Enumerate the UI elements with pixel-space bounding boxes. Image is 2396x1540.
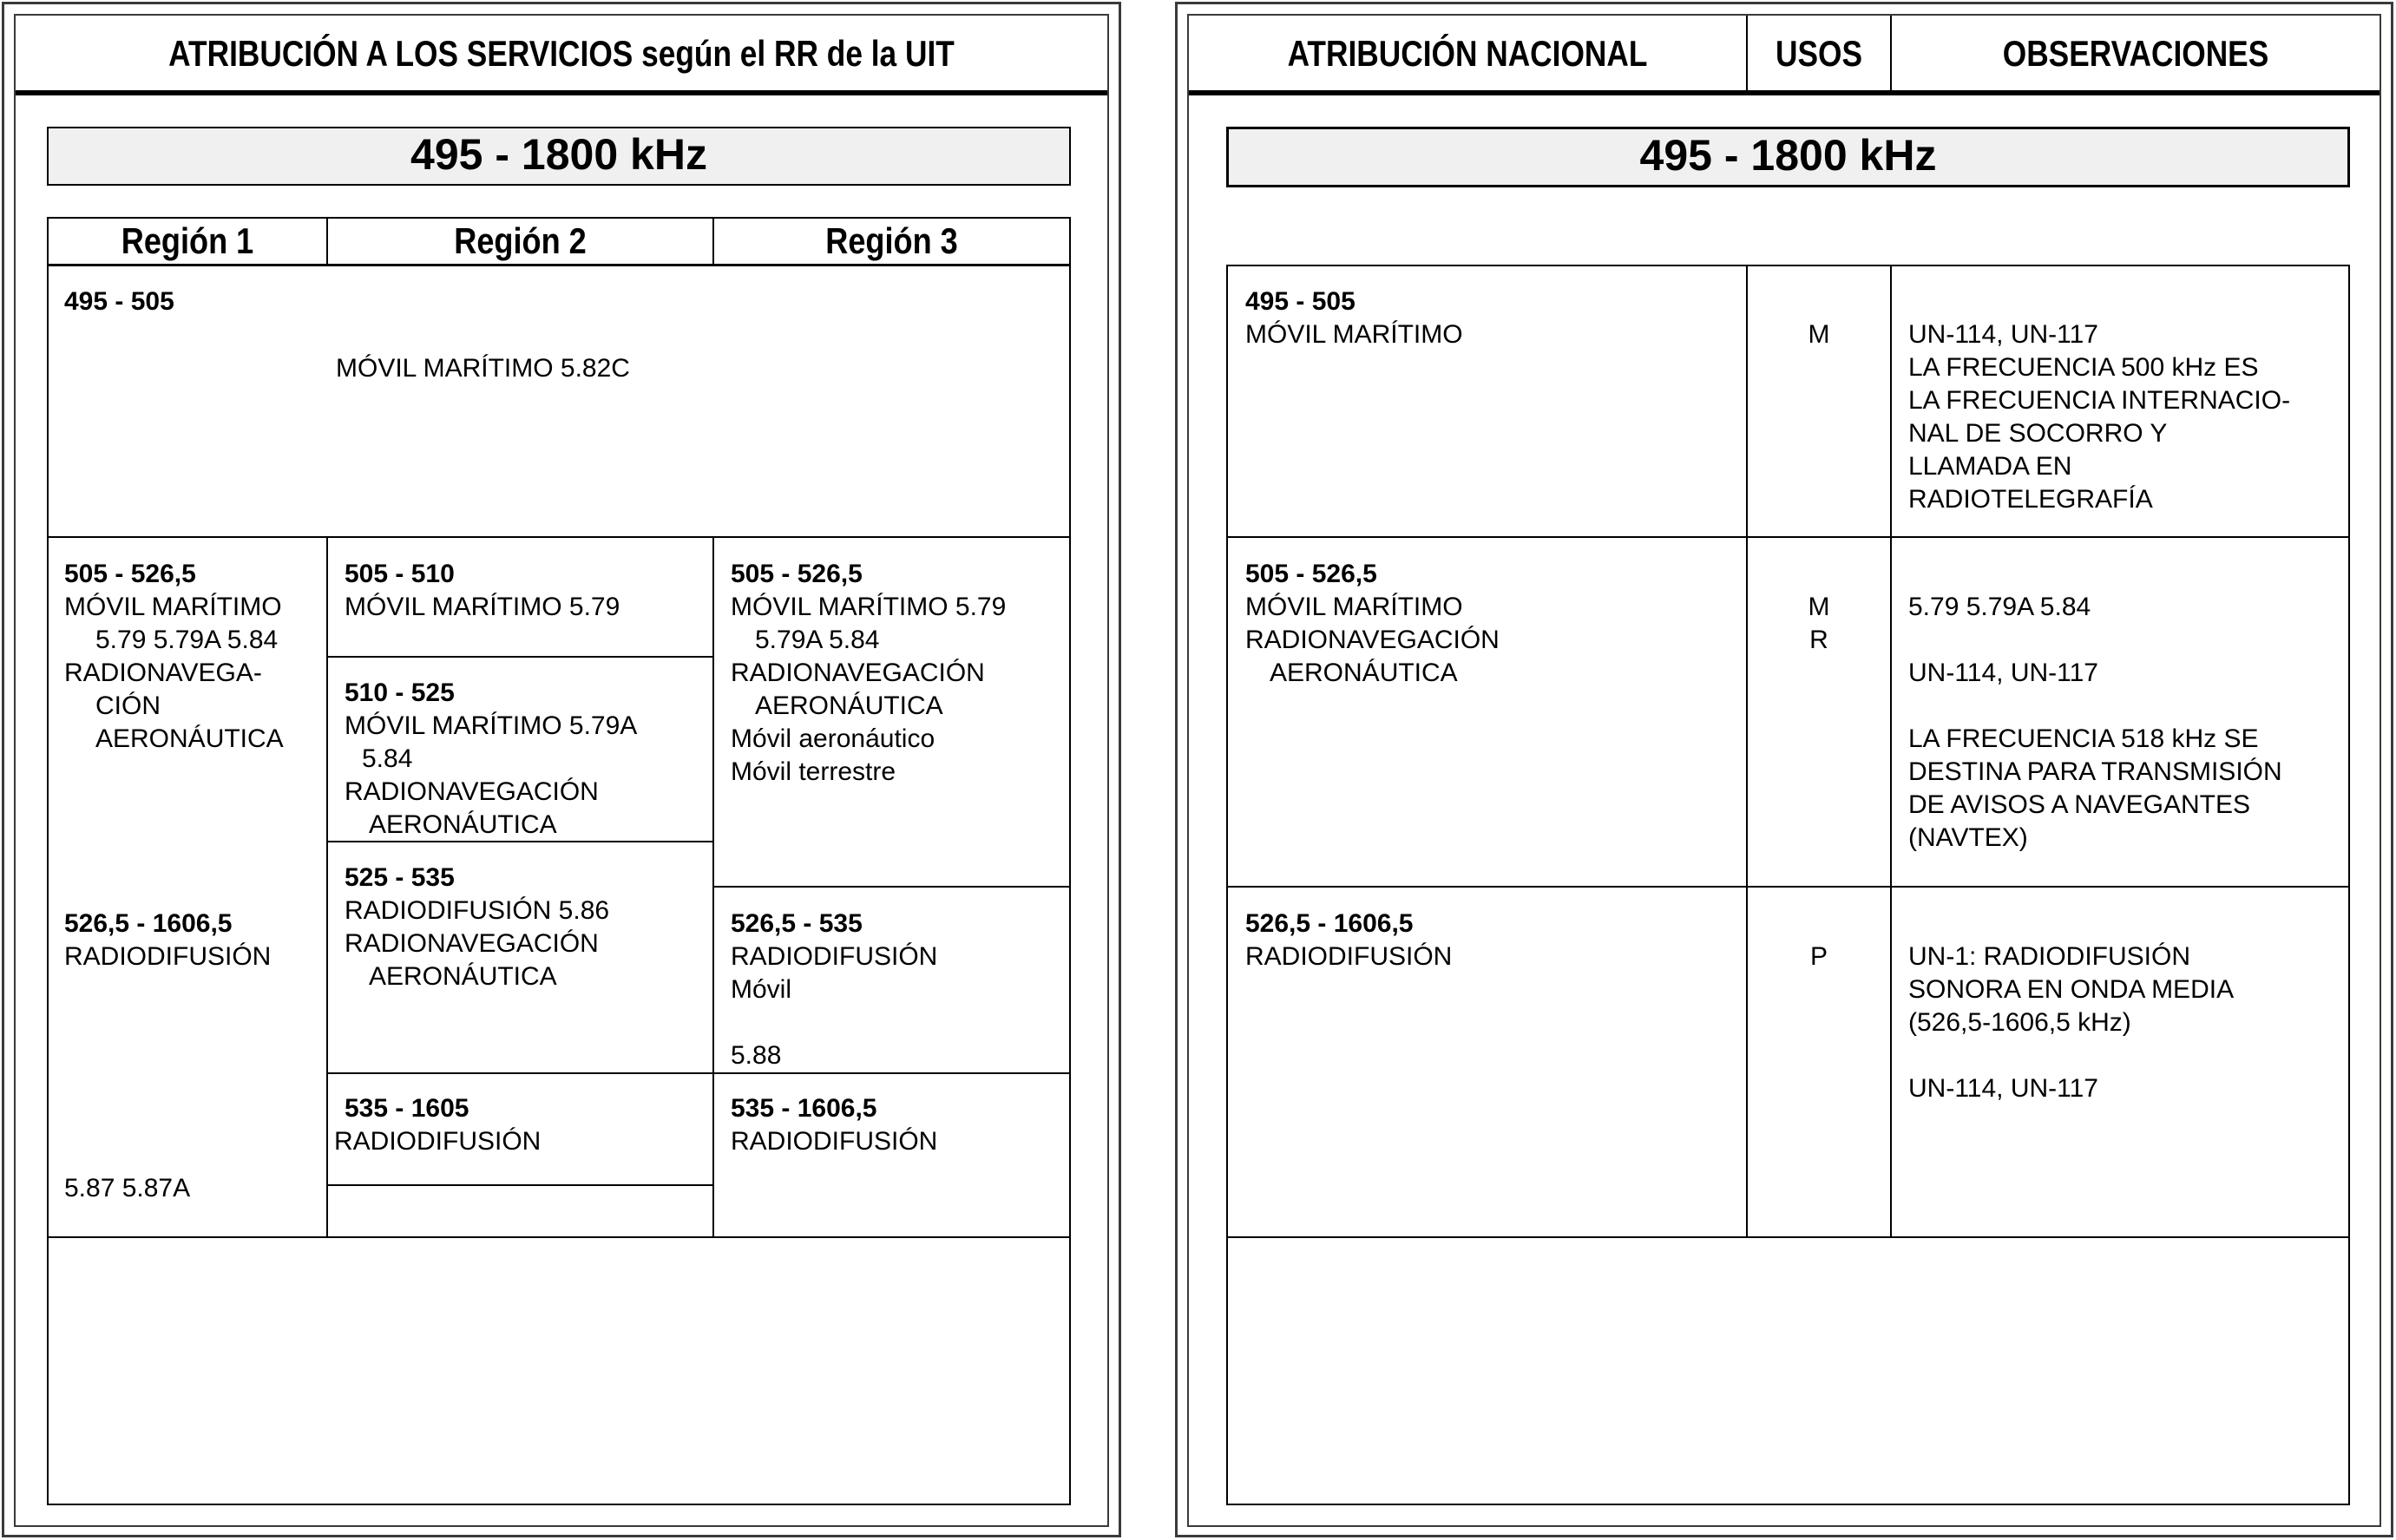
usos-495-505: M <box>1808 320 1830 349</box>
left-header <box>16 28 1107 80</box>
left-header-rule <box>16 90 1107 95</box>
region-3-cell-535-1606: 535 - 1606,5 RADIODIFUSIÓN <box>731 1094 938 1156</box>
usos-505-526: M R <box>1808 593 1830 654</box>
region-3-header: Región 3 <box>825 220 958 261</box>
region-2-cell-525-535: 525 - 535 RADIODIFUSIÓN 5.86 RADIONAVEGACIÓN AERONÁUTICA <box>345 863 610 991</box>
region-3-cell-526-535: 526,5 - 535 RADIODIFUSIÓN Móvil <box>731 909 938 1004</box>
observaciones-526-1606: UN-1: RADIODIFUSIÓN SONORA EN ONDA MEDIA (526,5-1606,5 kHz) UN-114, UN-117 <box>1908 942 2235 1103</box>
header-observaciones: OBSERVACIONES <box>2002 33 2269 74</box>
header-usos: USOS <box>1776 33 1862 74</box>
national-row-505-526: 505 - 526,5 MÓVIL MARÍTIMO RADIONAVEGACIÓN AERONÁUTICA <box>1245 560 1500 687</box>
region-2-cell-505-510: 505 - 510 MÓVIL MARÍTIMO 5.79 <box>345 560 620 621</box>
observaciones-495-505: UN-114, UN-117 LA FRECUENCIA 500 kHz ES LA FRECUENCIA INTERNACIO- NAL DE SOCORRO Y LLAMADA EN RADIOTELEGRAFÍA <box>1908 320 2291 514</box>
region-2-header: Región 2 <box>454 220 587 261</box>
left-header-title: ATRIBUCIÓN A LOS SERVICIOS según el RR de la UIT <box>168 33 955 74</box>
region-2-cell-510-525: 510 - 525 MÓVIL MARÍTIMO 5.79A 5.84 RADIONAVEGACIÓN AERONÁUTICA <box>345 678 638 839</box>
region-1-cell-526-1606: 526,5 - 1606,5 RADIODIFUSIÓN <box>64 909 272 971</box>
usos-526-1606: P <box>1809 942 1828 971</box>
right-band-title: 495 - 1800 kHz <box>1226 127 2350 187</box>
national-row-495-505: 495 - 505 MÓVIL MARÍTIMO <box>1245 287 1463 349</box>
right-header <box>1189 28 2380 80</box>
region-1-cell-505-526: 505 - 526,5 MÓVIL MARÍTIMO 5.79 5.79A 5.84 RADIONAVEGA- CIÓN AERONÁUTICA <box>64 560 284 753</box>
observaciones-505-526: 5.79 5.79A 5.84 UN-114, UN-117 LA FRECUENCIA 518 kHz SE DESTINA PARA TRANSMISIÓN DE AVISOS A NAVEGANTES (NAVTEX) <box>1908 593 2282 852</box>
region-3-cell-505-526: 505 - 526,5 MÓVIL MARÍTIMO 5.79 5.79A 5.84 RADIONAVEGACIÓN AERONÁUTICA Móvil aeronáutico Móvil terrestre <box>731 560 1007 786</box>
region-1-footnote: 5.87 5.87A <box>64 1174 191 1203</box>
band-service-495-505: MÓVIL MARÍTIMO 5.82C <box>336 354 630 383</box>
right-header-rule <box>1189 90 2380 95</box>
header-atribucion-nacional: ATRIBUCIÓN NACIONAL <box>1287 33 1648 74</box>
region-3-footnote: 5.88 <box>731 1041 782 1070</box>
region-1-header: Región 1 <box>121 220 254 261</box>
region-2-cell-535-1605-service: RADIODIFUSIÓN <box>334 1127 542 1156</box>
region-2-cell-535-1605: 535 - 1605 <box>345 1094 469 1123</box>
left-band-title: 495 - 1800 kHz <box>47 127 1071 186</box>
national-row-526-1606: 526,5 - 1606,5 RADIODIFUSIÓN <box>1245 909 1453 971</box>
band-range-495-505: 495 - 505 <box>64 287 174 316</box>
